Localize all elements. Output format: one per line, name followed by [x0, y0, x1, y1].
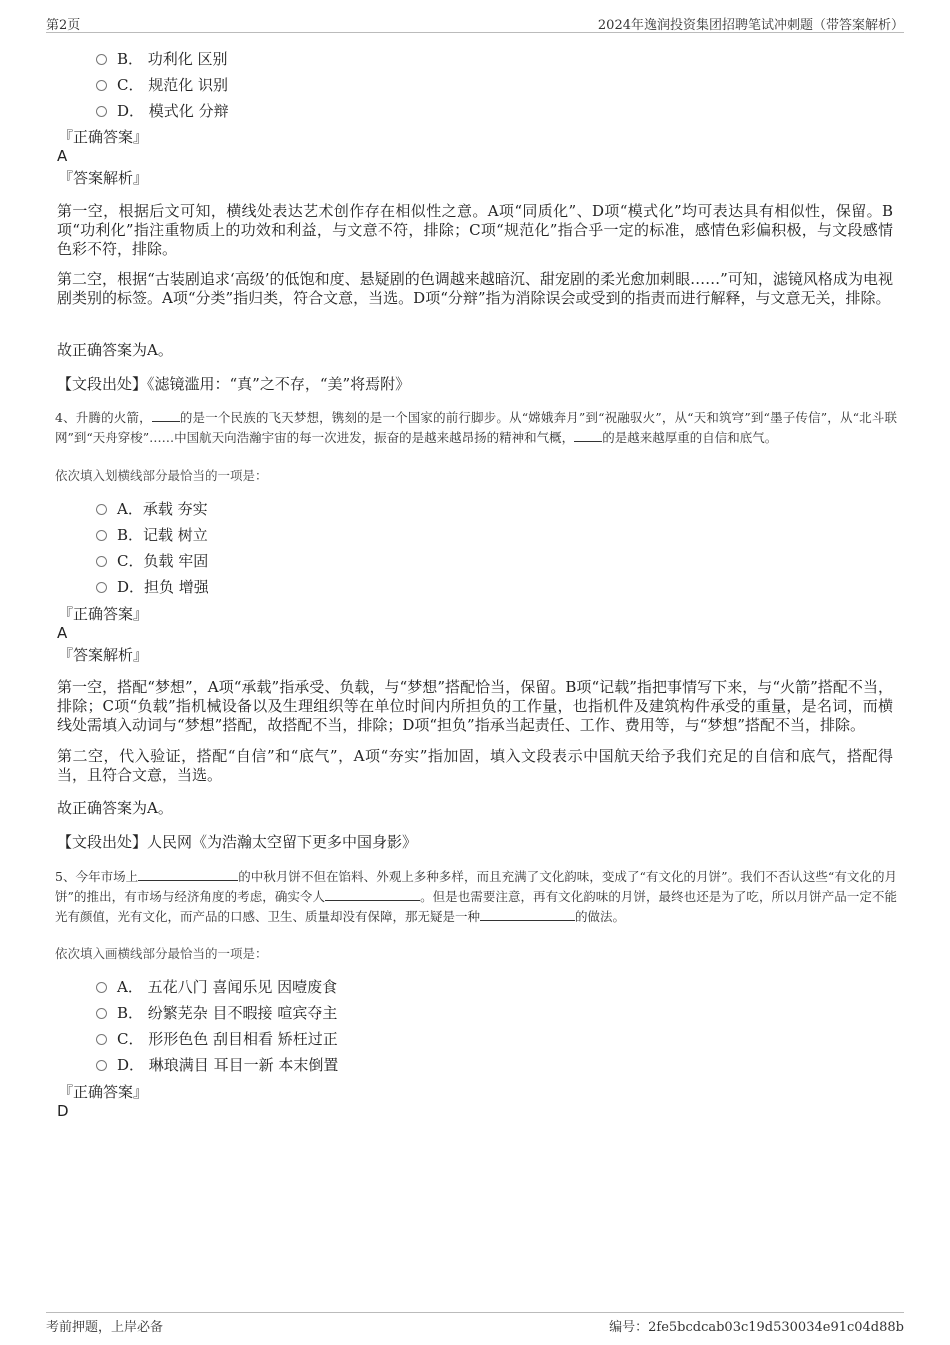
q5-option-d[interactable]: D． 琳琅满目 耳目一新 本末倒置 [96, 1054, 338, 1075]
q3-correct-answer: A [57, 147, 68, 165]
radio-icon[interactable] [96, 504, 107, 515]
radio-icon[interactable] [96, 556, 107, 567]
blank [574, 429, 602, 442]
radio-icon[interactable] [96, 1034, 107, 1045]
blank [325, 888, 420, 901]
page-header [46, 14, 904, 33]
q5-correct-answer: D [57, 1102, 69, 1120]
q4-conclusion: 故正确答案为A。 [57, 799, 173, 817]
q4-analysis-paragraph-2: 第二空，代入验证，搭配“自信”和“底气”，A项“夯实”指加固，填入文段表示中国航天给予我们充足的自信和底气，搭配得当，且符合文意，当选。 [57, 747, 893, 784]
q4-analysis-label: 『答案解析』 [58, 646, 149, 664]
q3-analysis-paragraph-1: 第一空，根据后文可知，横线处表达艺术创作存在相似性之意。A项“同质化”、D项“模式化”均可表达具有相似性，保留。B项“功利化”指注重物质上的功效和利益，与文意不符，排除；C项“规范化”指合乎一定的标准，感情色彩偏积极，与文段感情色彩不符，排除。 [57, 202, 893, 258]
blank [152, 409, 180, 422]
q3-analysis-paragraph-2: 第二空，根据“古装剧追求‘高级’的低饱和度、悬疑剧的色调越来越暗沉、甜宠剧的柔光愈加刺眼……”可知，滤镜风格成为电视剧类别的标签。A项“分类”指归类，符合文意，当选。D项“分辩”指为消除误会或受到的指责而进行解释，与文意无关，排除。 [57, 270, 893, 307]
q4-option-a[interactable]: A．承载 夯实 [96, 498, 208, 519]
footer-slogan: 考前押题，上岸必备 [46, 1320, 164, 1335]
page-number: 第2页 [46, 18, 81, 33]
q4-correct-answer-label: 『正确答案』 [58, 605, 149, 623]
radio-icon[interactable] [96, 1008, 107, 1019]
blank [138, 868, 238, 881]
q3-source: 【文段出处】《滤镜滥用：“真”之不存，“美”将焉附》 [57, 375, 411, 393]
blank [480, 908, 575, 921]
q3-analysis-label: 『答案解析』 [58, 169, 149, 187]
q4-analysis-paragraph-1: 第一空，搭配“梦想”，A项“承载”指承受、负载，与“梦想”搭配恰当，保留。B项“记载”指把事情写下来，与“火箭”搭配不当，排除；C项“负载”指机械设备以及生理组织等在单位时间内所担负的工作量，也指机件及建筑构件承受的重量，是名词，而横线处需填入动词与“梦想”搭配，故搭配不当，排除；D项“担负”指承当起责任、工作、费用等，与“梦想”搭配不当，排除。 [57, 678, 893, 734]
radio-icon[interactable] [96, 582, 107, 593]
q3-conclusion: 故正确答案为A。 [57, 341, 173, 359]
q3-option-c[interactable]: C． 规范化 识别 [96, 74, 228, 95]
radio-icon[interactable] [96, 80, 107, 91]
q4-stem: 4、升腾的火箭， 的是一个民族的飞天梦想，镌刻的是一个国家的前行脚步。从“嫦娥奔月”到“祝融驭火”，从“天和筑穹”到“墨子传信”，从“北斗联网”到“天舟穿梭”……中国航天向浩瀚宇宙的每一次进发，振奋的是越来越昂扬的精神和气概， 的是越来越厚重的自信和底气。 [55, 410, 897, 445]
radio-icon[interactable] [96, 1060, 107, 1071]
q4-option-b[interactable]: B．记载 树立 [96, 524, 208, 545]
q5-option-c[interactable]: C． 形形色色 刮目相看 矫枉过正 [96, 1028, 338, 1049]
q4-source: 【文段出处】人民网《为浩瀚太空留下更多中国身影》 [57, 833, 418, 851]
q3-correct-answer-label: 『正确答案』 [58, 128, 149, 146]
q5-stem: 5、今年市场上 的中秋月饼不但在馅料、外观上多种多样，而且充满了文化韵味，变成了“有文化的月饼”。我们不否认这些“有文化的月饼”的推出，有市场与经济角度的考虑，确实令人 。但是也需要注意，再有文化韵味的月饼，最终也还是为了吃，所以月饼产品一定不能光有颜值，光有文化，而产品的口感、卫生、质量却没有保障，那无疑是一种 的做法。 [55, 869, 897, 924]
q4-correct-answer: A [57, 624, 68, 642]
q4-instruction: 依次填入划横线部分最恰当的一项是： [55, 468, 268, 483]
radio-icon[interactable] [96, 106, 107, 117]
q5-option-a[interactable]: A． 五花八门 喜闻乐见 因噎废食 [96, 976, 337, 997]
q4-option-d[interactable]: D．担负 增强 [96, 576, 209, 597]
q5-instruction: 依次填入画横线部分最恰当的一项是： [55, 946, 268, 961]
radio-icon[interactable] [96, 982, 107, 993]
q5-correct-answer-label: 『正确答案』 [58, 1083, 149, 1101]
q4-option-c[interactable]: C．负载 牢固 [96, 550, 208, 571]
q3-option-b[interactable]: B． 功利化 区别 [96, 48, 228, 69]
page-footer [46, 1312, 904, 1338]
document-code: 编号：2fe5bcdcab03c19d530034e91c04d88b [609, 1320, 904, 1335]
q5-option-b[interactable]: B． 纷繁芜杂 目不暇接 喧宾夺主 [96, 1002, 337, 1023]
radio-icon[interactable] [96, 530, 107, 541]
radio-icon[interactable] [96, 54, 107, 65]
document-title: 2024年逸润投资集团招聘笔试冲刺题（带答案解析） [597, 18, 904, 33]
q3-option-d[interactable]: D． 模式化 分辩 [96, 100, 229, 121]
